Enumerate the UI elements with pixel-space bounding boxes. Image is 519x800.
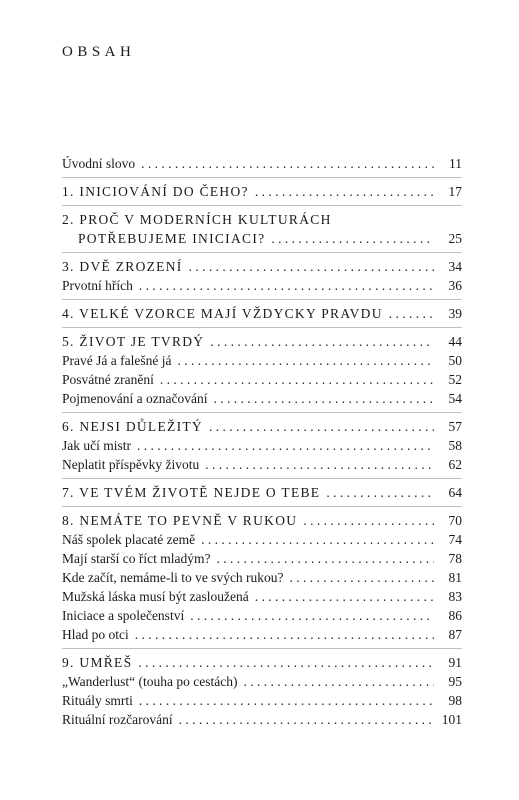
toc-entry-title: Úvodní slovo	[62, 156, 136, 171]
toc-entry-title-line: 2. PROČ V MODERNÍCH KULTURÁCH	[62, 212, 332, 227]
page-number: 83	[448, 589, 462, 604]
toc-entry-title: Rituály smrti	[62, 693, 133, 708]
toc-subsection-entry[interactable]	[62, 625, 462, 644]
dot-leader	[139, 276, 434, 295]
toc-chapter-entry[interactable]	[62, 511, 462, 530]
toc-subsection-entry[interactable]	[62, 587, 462, 606]
toc-entry-title: 8. NEMÁTE TO PEVNĚ V RUKOU	[62, 513, 298, 528]
toc-chapter-entry[interactable]	[62, 417, 462, 436]
dot-leader	[190, 606, 434, 625]
toc-entry-title: Kde začít, nemáme-li to ve svých rukou?	[62, 570, 284, 585]
toc-subsection-entry[interactable]	[62, 436, 462, 455]
dot-leader	[160, 370, 434, 389]
toc-subsection-entry[interactable]	[62, 389, 462, 408]
toc-subsection-entry[interactable]	[62, 691, 462, 710]
dot-leader	[179, 710, 434, 729]
toc-entry-title: 7. VE TVÉM ŽIVOTĚ NEJDE O TEBE	[62, 485, 321, 500]
toc-subsection-entry[interactable]	[62, 276, 462, 295]
toc-entry-title: Mají starší co říct mladým?	[62, 551, 211, 566]
toc-entry-title: Pojmenování a označování	[62, 391, 208, 406]
toc-chapter-entry[interactable]	[62, 483, 462, 502]
toc-section	[62, 154, 462, 177]
dot-leader	[135, 625, 434, 644]
toc-section	[62, 299, 462, 327]
page-number: 86	[448, 608, 462, 623]
toc-chapter-entry[interactable]	[62, 257, 462, 276]
page-number: 44	[448, 334, 462, 349]
toc-entry-title: POTŘEBUJEME INICIACI?	[78, 231, 266, 246]
page-number: 57	[448, 419, 462, 434]
toc-entry-title: Hlad po otci	[62, 627, 129, 642]
page-number: 11	[449, 156, 462, 171]
page-number: 62	[448, 457, 462, 472]
page-number: 64	[448, 485, 462, 500]
toc-entry-title: Iniciace a společenství	[62, 608, 185, 623]
toc-entry-title: 1. INICIOVÁNÍ DO ČEHO?	[62, 184, 249, 199]
page-number: 91	[448, 655, 462, 670]
page-number: 50	[448, 353, 462, 368]
page-number: 52	[448, 372, 462, 387]
toc-section	[62, 327, 462, 412]
page-title: OBSAH	[62, 44, 136, 60]
toc-section	[62, 252, 462, 299]
dot-leader	[141, 154, 434, 173]
toc-entry-title: „Wanderlust“ (touha po cestách)	[62, 674, 238, 689]
toc-section	[62, 478, 462, 506]
page-number: 98	[448, 693, 462, 708]
toc-subsection-entry[interactable]	[62, 568, 462, 587]
toc-section	[62, 205, 462, 252]
page-number: 95	[448, 674, 462, 689]
dot-leader	[326, 483, 434, 502]
toc-entry-title: Neplatit příspěvky životu	[62, 457, 200, 472]
dot-leader	[290, 568, 434, 587]
toc-chapter-entry[interactable]	[62, 229, 462, 248]
toc-entry-title: Posvátné zranění	[62, 372, 154, 387]
dot-leader	[138, 653, 434, 672]
table-of-contents	[62, 154, 462, 733]
dot-leader	[210, 332, 434, 351]
toc-entry-title: Rituální rozčarování	[62, 712, 173, 727]
toc-subsection-entry[interactable]	[62, 154, 462, 173]
toc-subsection-entry[interactable]	[62, 455, 462, 474]
page-number: 54	[448, 391, 462, 406]
toc-entry-title: 3. DVĚ ZROZENÍ	[62, 259, 183, 274]
page-number: 81	[448, 570, 462, 585]
toc-subsection-entry[interactable]	[62, 530, 462, 549]
toc-entry-title: Mužská láska musí být zasloužená	[62, 589, 249, 604]
toc-chapter-entry[interactable]	[62, 304, 462, 323]
toc-subsection-entry[interactable]	[62, 710, 462, 729]
toc-section	[62, 648, 462, 733]
page-number: 101	[441, 712, 462, 727]
toc-entry-title: 6. NEJSI DŮLEŽITÝ	[62, 419, 203, 434]
toc-entry-title: Prvotní hřích	[62, 278, 133, 293]
page-number: 25	[448, 231, 462, 246]
toc-entry-title: Náš spolek placaté země	[62, 532, 196, 547]
dot-leader	[255, 587, 434, 606]
toc-entry-title: Pravé Já a falešné já	[62, 353, 172, 368]
toc-entry-title: 9. UMŘEŠ	[62, 655, 133, 670]
toc-subsection-entry[interactable]	[62, 549, 462, 568]
dot-leader	[209, 417, 434, 436]
dot-leader	[255, 182, 434, 201]
toc-subsection-entry[interactable]	[62, 672, 462, 691]
page-number: 74	[448, 532, 462, 547]
page-number: 17	[448, 184, 462, 199]
toc-chapter-entry[interactable]	[62, 182, 462, 201]
dot-leader	[303, 511, 434, 530]
page-number: 78	[448, 551, 462, 566]
dot-leader	[137, 436, 434, 455]
dot-leader	[216, 549, 434, 568]
dot-leader	[389, 304, 434, 323]
toc-subsection-entry[interactable]	[62, 351, 462, 370]
toc-chapter-entry[interactable]	[62, 653, 462, 672]
dot-leader	[177, 351, 434, 370]
toc-entry-title: 5. ŽIVOT JE TVRDÝ	[62, 334, 205, 349]
dot-leader	[243, 672, 434, 691]
page-number: 39	[448, 306, 462, 321]
dot-leader	[139, 691, 434, 710]
toc-subsection-entry[interactable]	[62, 370, 462, 389]
dot-leader	[189, 257, 434, 276]
toc-section	[62, 506, 462, 648]
toc-subsection-entry[interactable]	[62, 606, 462, 625]
page-number: 34	[448, 259, 462, 274]
dot-leader	[201, 530, 434, 549]
page-number: 70	[448, 513, 462, 528]
dot-leader	[205, 455, 434, 474]
dot-leader	[213, 389, 434, 408]
toc-section	[62, 177, 462, 205]
toc-entry-title: 4. VELKÉ VZORCE MAJÍ VŽDYCKY PRAVDU	[62, 306, 383, 321]
page-number: 36	[448, 278, 462, 293]
toc-section	[62, 412, 462, 478]
page-number: 87	[448, 627, 462, 642]
toc-chapter-entry[interactable]	[62, 332, 462, 351]
dot-leader	[271, 229, 434, 248]
toc-entry-title: Jak učí mistr	[62, 438, 131, 453]
page-number: 58	[448, 438, 462, 453]
